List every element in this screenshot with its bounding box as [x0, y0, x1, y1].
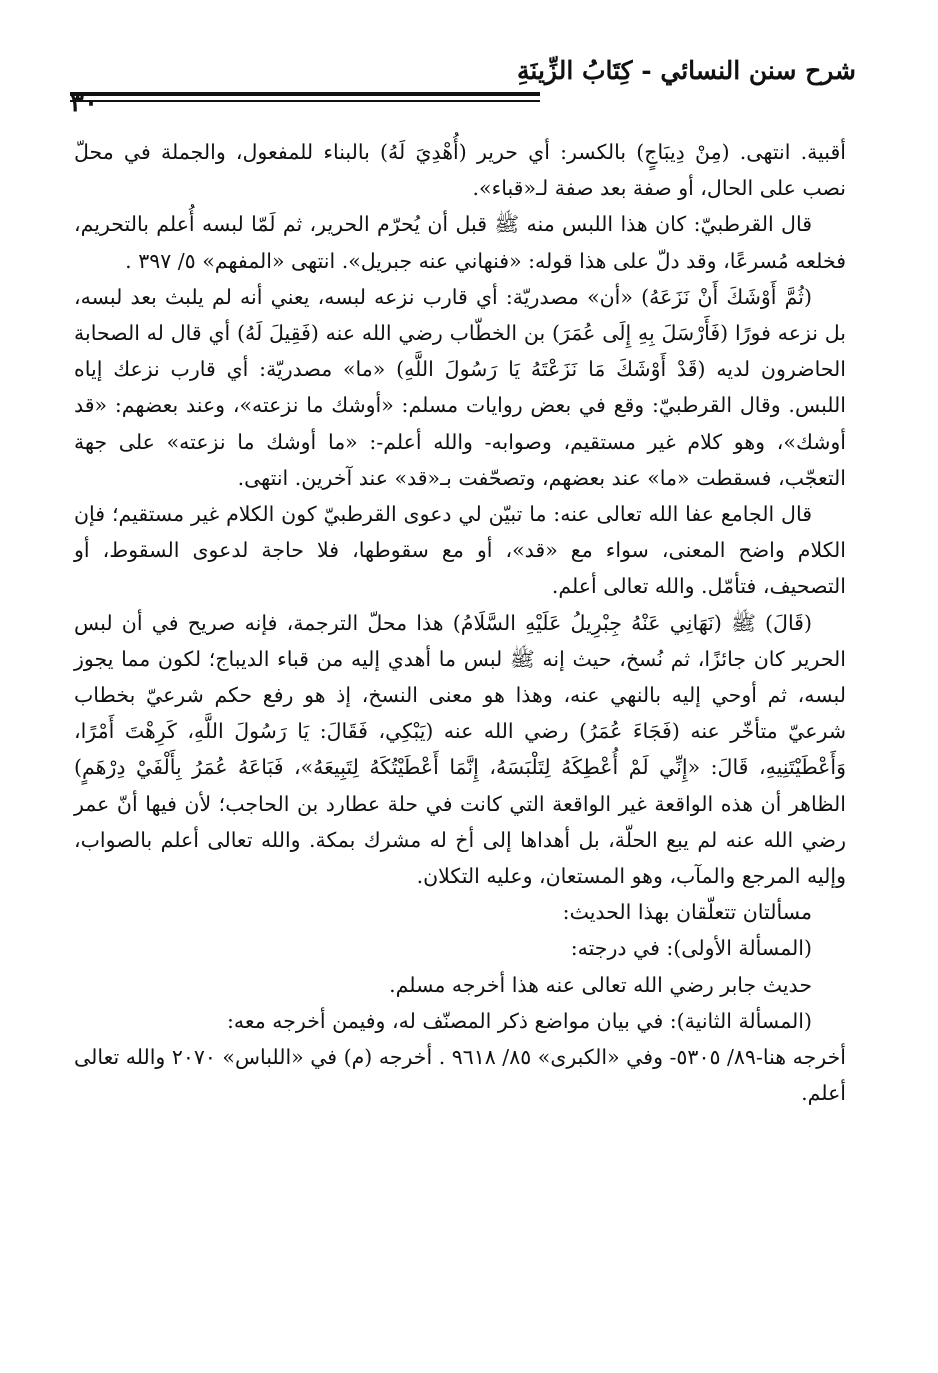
- paragraph: حديث جابر رضي الله تعالى عنه هذا أخرجه مسلم.: [389, 972, 812, 997]
- paragraph: (ثُمَّ أَوْشَكَ أَنْ نَزَعَهُ) «أن» مصدريّة: أي قارب نزعه لبسه، يعني أنه لم يلبث بعد لبسه، بل نزعه فورًا (فَأَرْسَلَ بِهِ إِلَى عُمَرَ) بن الخطّاب رضي الله عنه (فَقِيلَ لَهُ) أي قال له الصحابة الحاضرون لديه (قَدْ أَوْشَكَ مَا نَزَعْتَهُ يَا رَسُولَ اللَّهِ) «ما» مصدريّة: أي قارب نزعك إياه اللبس. وقال القرطبيّ: وقع في بعض روايات مسلم: «أوشك ما نزعته»، وعند بعضهم: «قد أوشك»، وهو كلام غير مستقيم، وصوابه- والله أعلم-: «ما أوشك ما نزعته» على جهة التعجّب، فسقطت «ما» عند بعضهم، وتصحّفت بـ«قد» عند آخرين. انتهى.: [74, 284, 846, 490]
- paragraph: قال الجامع عفا الله تعالى عنه: ما تبيّن لي دعوى القرطبيّ كون الكلام غير مستقيم؛ فإن الكلام واضح المعنى، سواء مع «قد»، أو مع سقوطها، فلا حاجة لدعوى السقوط، أو التصحيف، فتأمّل. والله تعالى أعلم.: [74, 502, 846, 599]
- header-rule-thin: [70, 100, 540, 102]
- running-title: شرح سنن النسائي - كِتَابُ الزِّينَةِ: [517, 56, 856, 85]
- paragraph: (قَالَ) ﷺ (نَهَانِي عَنْهُ جِبْرِيلُ عَلَيْهِ السَّلَامُ) هذا محلّ الترجمة، فإنه صريح في أن لبس الحرير كان جائزًا، ثم نُسخ، حيث إنه ﷺ لبس ما أهدي إليه من قباء الديباج؛ لكون مما يجوز لبسه، ثم أوحي إليه بالنهي عنه، وهذا هو معنى النسخ، إذ هو رفع حكم شرعيّ بخطاب شرعيّ متأخّر عنه (فَجَاءَ عُمَرُ) رضي الله عنه (يَبْكِي، فَقَالَ: يَا رَسُولَ اللَّهِ، كَرِهْتَ أَمْرًا، وَأَعْطَيْتَنِيهِ، قَالَ: «إِنِّي لَمْ أُعْطِكَهُ لِتَلْبَسَهُ، إِنَّمَا أَعْطَيْتُكَهُ لِتَبِيعَهُ»، فَبَاعَهُ عُمَرُ بِأَلْفَيْ دِرْهَمٍ) الظاهر أن هذه الواقعة غير الواقعة التي كانت في حلة عطارد بن الحاجب؛ لأن فيها أنّ عمر رضي الله عنه لم يبع الحلّة، بل أهداها إلى أخ له مشرك بمكة. والله تعالى أعلم بالصواب، وإليه المرجع والمآب، وهو المستعان، وعليه التكلان.: [74, 610, 846, 889]
- paragraph: (المسألة الأولى): في درجته:: [570, 936, 812, 961]
- paragraph: قال القرطبيّ: كان هذا اللبس منه ﷺ قبل أن يُحرّم الحرير، ثم لَمّا لبسه أُعلم بالتحريم، فخلعه مُسرعًا، وقد دلّ على هذا قوله: «فنهاني عنه جبريل». انتهى «المفهم» ٥/ ٣٩٧ .: [74, 212, 846, 273]
- page-header: [70, 48, 856, 118]
- paragraph: أقبية. انتهى. (مِنْ دِيبَاجٍ) بالكسر: أي حرير (أُهْدِيَ لَهُ) بالبناء للمفعول، والجملة في محلّ نصب على الحال، أو صفة بعد صفة لـ«قباء».: [74, 140, 846, 201]
- header-rule: [70, 92, 540, 96]
- paragraph: (المسألة الثانية): في بيان مواضع ذكر المصنّف له، وفيمن أخرجه معه:: [226, 1008, 812, 1033]
- page-number: ٣٠: [70, 88, 98, 118]
- paragraph: أخرجه هنا-٨٩/ ٥٣٠٥- وفي «الكبرى» ٨٥/ ٩٦١٨ . أخرجه (م) في «اللباس» ٢٠٧٠ والله تعالى أعلم.: [74, 1045, 846, 1106]
- body-text: [74, 134, 846, 1111]
- paragraph: مسألتان تتعلّقان بهذا الحديث:: [562, 900, 812, 925]
